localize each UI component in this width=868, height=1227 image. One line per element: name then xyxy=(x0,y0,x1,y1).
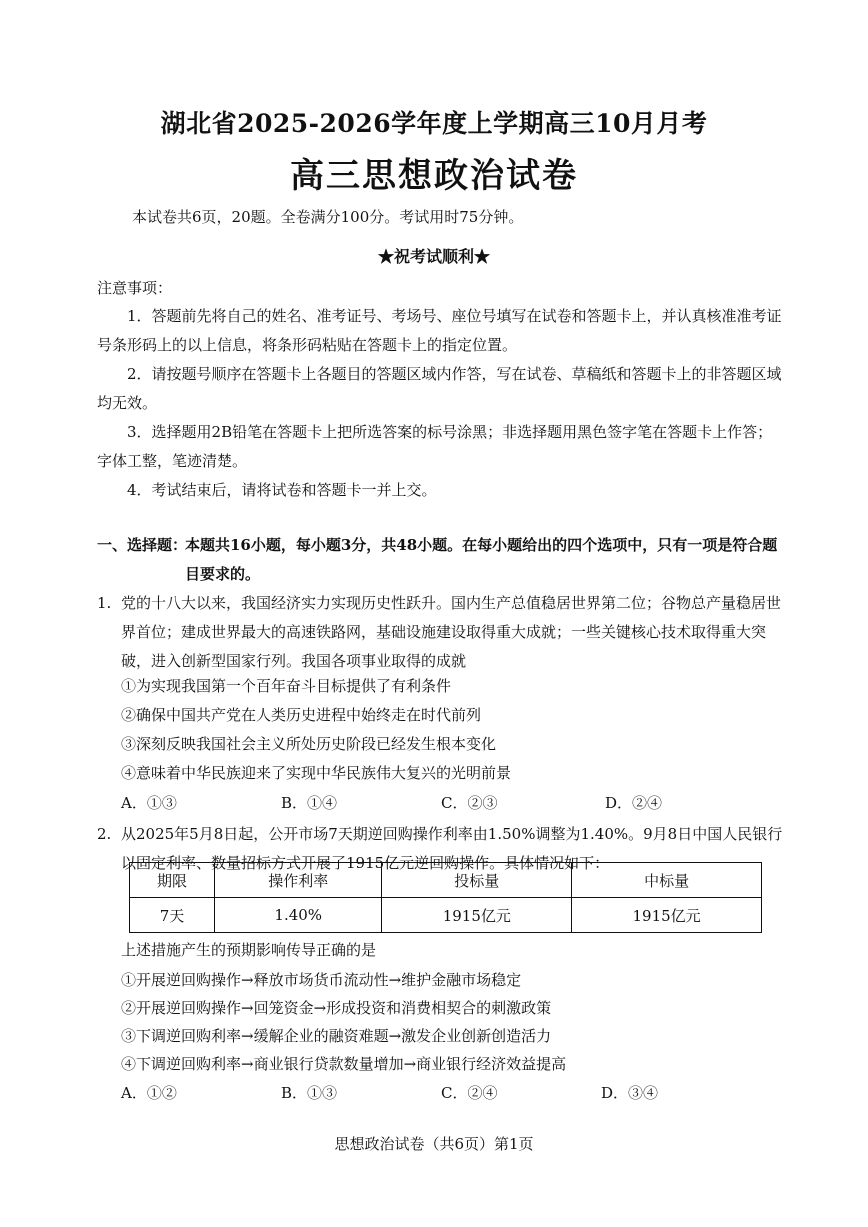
q1-option-d[interactable]: D．②④ xyxy=(605,794,663,812)
q2-option-b[interactable]: B．①③ xyxy=(281,1084,338,1102)
q1-choice-2: ②确保中国共产党在人类历史进程中始终走在时代前列 xyxy=(121,706,482,724)
page-footer: 思想政治试卷（共6页）第1页 xyxy=(334,1135,534,1153)
q1-choice-3: ③深刻反映我国社会主义所处历史阶段已经发生根本变化 xyxy=(121,735,497,753)
q2-option-a[interactable]: A．①② xyxy=(121,1084,177,1102)
question-stem: 党的十八大以来，我国经济实力实现历史性跃升。国内生产总值稳居世界第二位；谷物总产量稳居世界首位；建成世界最大的高速铁路网，基础设施建设取得重大成就；一些关键核心技术取得重大突破，进入创新型国家行列。我国各项事业取得的成就 xyxy=(121,594,782,670)
q2-option-c[interactable]: C．②④ xyxy=(441,1084,498,1102)
q1-option-c[interactable]: C．②③ xyxy=(441,794,498,812)
section-instructions: 本题共16小题，每小题3分，共48小题。在每小题给出的四个选项中，只有一项是符合题目要求的。 xyxy=(185,536,778,583)
question-1 xyxy=(97,589,787,676)
table-header-cell: 中标量 xyxy=(572,863,762,898)
q1-option-a[interactable]: A．①③ xyxy=(121,794,177,812)
q1-choice-1: ①为实现我国第一个百年奋斗目标提供了有利条件 xyxy=(121,677,452,695)
q2-choice-4: ④下调逆回购利率→商业银行贷款数量增加→商业银行经济效益提高 xyxy=(121,1055,567,1073)
section-multiple-choice xyxy=(97,531,787,589)
q2-choice-3: ③下调逆回购利率→缓解企业的融资难题→激发企业创新创造活力 xyxy=(121,1027,552,1045)
table-header-cell: 期限 xyxy=(130,863,215,898)
section-label: 一、选择题： xyxy=(97,536,188,554)
table-row xyxy=(130,898,762,933)
exam-subject-title: 高三思想政治试卷 xyxy=(290,156,578,196)
notice-item-4: 4．考试结束后，请将试卷和答题卡一并上交。 xyxy=(127,481,437,499)
table-cell: 1915亿元 xyxy=(382,898,572,933)
q2-options xyxy=(121,1082,741,1104)
notice-item-3: 3．选择题用2B铅笔在答题卡上把所选答案的标号涂黑；非选择题用黑色签字笔在答题卡上作答；字体工整，笔迹清楚。 xyxy=(97,423,773,470)
q2-choice-1: ①开展逆回购操作→释放市场货币流动性→维护金融市场稳定 xyxy=(121,971,522,989)
notice-item-2: 2．请按题号顺序在答题卡上各题目的答题区域内作答，写在试卷、草稿纸和答题卡上的非答题区域均无效。 xyxy=(97,365,782,412)
exam-title: 湖北省2025-2026学年度上学期高三10月月考 xyxy=(160,109,708,138)
table-cell: 1915亿元 xyxy=(572,898,762,933)
table-header-cell: 操作利率 xyxy=(215,863,382,898)
good-luck-banner: ★祝考试顺利★ xyxy=(377,247,490,266)
exam-intro: 本试卷共6页，20题。全卷满分100分。考试用时75分钟。 xyxy=(132,208,524,226)
notice-title: 注意事项： xyxy=(97,279,173,297)
question-number: 2. xyxy=(97,825,112,843)
q2-lead: 上述措施产生的预期影响传导正确的是 xyxy=(121,941,377,959)
table-header-row xyxy=(130,863,762,898)
question-stem: 从2025年5月8日起，公开市场7天期逆回购操作利率由1.50%调整为1.40%。9月8日中国人民银行以固定利率、数量招标方式开展了1915亿元逆回购操作。具体情况如下： xyxy=(121,825,783,872)
table-header-cell: 投标量 xyxy=(382,863,572,898)
q1-option-b[interactable]: B．①④ xyxy=(281,794,338,812)
q1-options xyxy=(121,792,741,814)
notice-item-1: 1．答题前先将自己的姓名、准考证号、考场号、座位号填写在试卷和答题卡上，并认真核准准考证号条形码上的以上信息，将条形码粘贴在答题卡上的指定位置。 xyxy=(97,307,782,354)
table-cell: 7天 xyxy=(130,898,215,933)
q1-choice-4: ④意味着中华民族迎来了实现中华民族伟大复兴的光明前景 xyxy=(121,764,512,782)
question-number: 1. xyxy=(97,594,112,612)
q2-choice-2: ②开展逆回购操作→回笼资金→形成投资和消费相契合的刺激政策 xyxy=(121,999,552,1017)
repo-operation-table xyxy=(129,862,762,933)
q2-option-d[interactable]: D．③④ xyxy=(601,1084,659,1102)
table-cell: 1.40% xyxy=(215,898,382,933)
